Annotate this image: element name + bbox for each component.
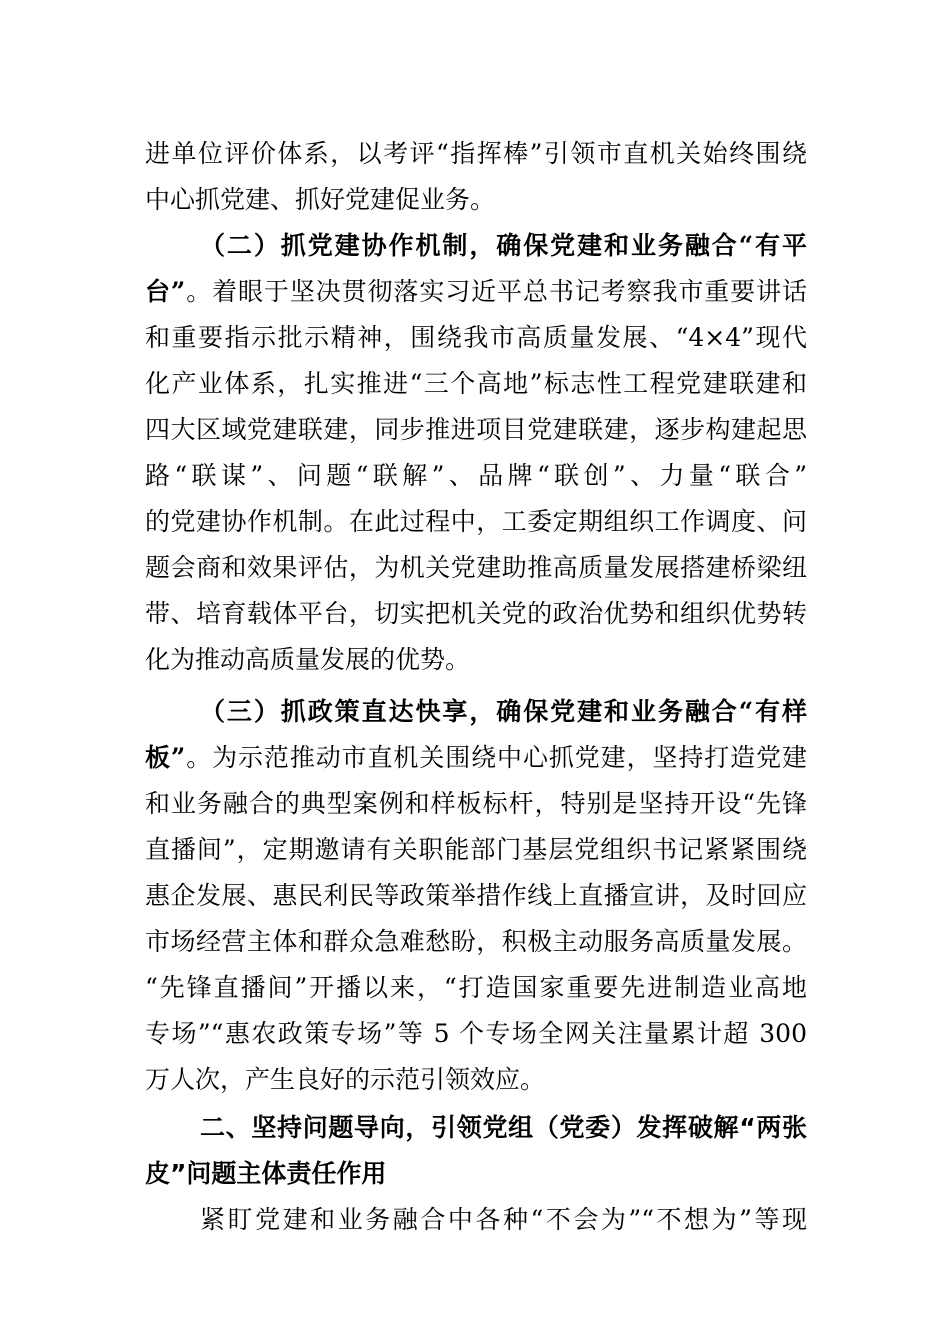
text-segment: 。着眼于坚决贯彻落实习近平总书记考察我市重要讲话	[185, 277, 807, 306]
text-line: 化为推动高质量发展的优势。	[145, 645, 471, 674]
text-line: 进单位评价体系，以考评“指挥棒”引领市直机关始终围绕	[145, 139, 807, 168]
subheading-tail: 板”	[145, 743, 186, 772]
subheading-line: （三）抓政策直达快享，确保党建和业务融合“有样	[200, 697, 807, 726]
text-line: 和业务融合的典型案例和样板标杆，特别是坚持开设“先锋	[145, 789, 807, 818]
subheading-tail: 台”	[145, 277, 186, 306]
text-line	[145, 270, 807, 314]
section-heading-line: 二、坚持问题导向，引领党组（党委）发挥破解“两张	[200, 1113, 807, 1142]
text-line: 题会商和效果评估，为机关党建助推高质量发展搭建桥梁纽	[145, 553, 807, 582]
text-segment: 。为示范推动市直机关围绕中心抓党建，坚持打造党建	[185, 743, 807, 772]
text-line: 专场”“惠农政策专场”等 5 个专场全网关注量累计超 300	[145, 1019, 807, 1048]
subheading-line: （二）抓党建协作机制，确保党建和业务融合“有平	[200, 231, 807, 260]
text-line: 带、培育载体平台，切实把机关党的政治优势和组织优势转	[145, 599, 807, 628]
text-line	[145, 736, 807, 780]
text-line: 万人次，产生良好的示范引领效应。	[145, 1065, 546, 1094]
text-line: 路“联谋”、问题“联解”、品牌“联创”、力量“联合”	[145, 461, 807, 490]
text-line: “先锋直播间”开播以来，“打造国家重要先进制造业高地	[145, 973, 807, 1002]
text-line: 紧盯党建和业务融合中各种“不会为”“不想为”等现	[200, 1205, 807, 1234]
text-line: 惠企发展、惠民利民等政策举措作线上直播宣讲，及时回应	[145, 881, 807, 910]
text-line: 的党建协作机制。在此过程中，工委定期组织工作调度、问	[145, 507, 807, 536]
text-line: 四大区域党建联建，同步推进项目党建联建，逐步构建起思	[145, 415, 807, 444]
text-line: 中心抓党建、抓好党建促业务。	[145, 185, 496, 214]
text-line: 直播间”，定期邀请有关职能部门基层党组织书记紧紧围绕	[145, 835, 807, 864]
text-line: 和重要指示批示精神，围绕我市高质量发展、“4×4”现代	[145, 323, 807, 352]
text-line: 市场经营主体和群众急难愁盼，积极主动服务高质量发展。	[145, 927, 807, 956]
section-heading-line: 皮”问题主体责任作用	[145, 1159, 387, 1188]
text-line: 化产业体系，扎实推进“三个高地”标志性工程党建联建和	[145, 369, 807, 398]
